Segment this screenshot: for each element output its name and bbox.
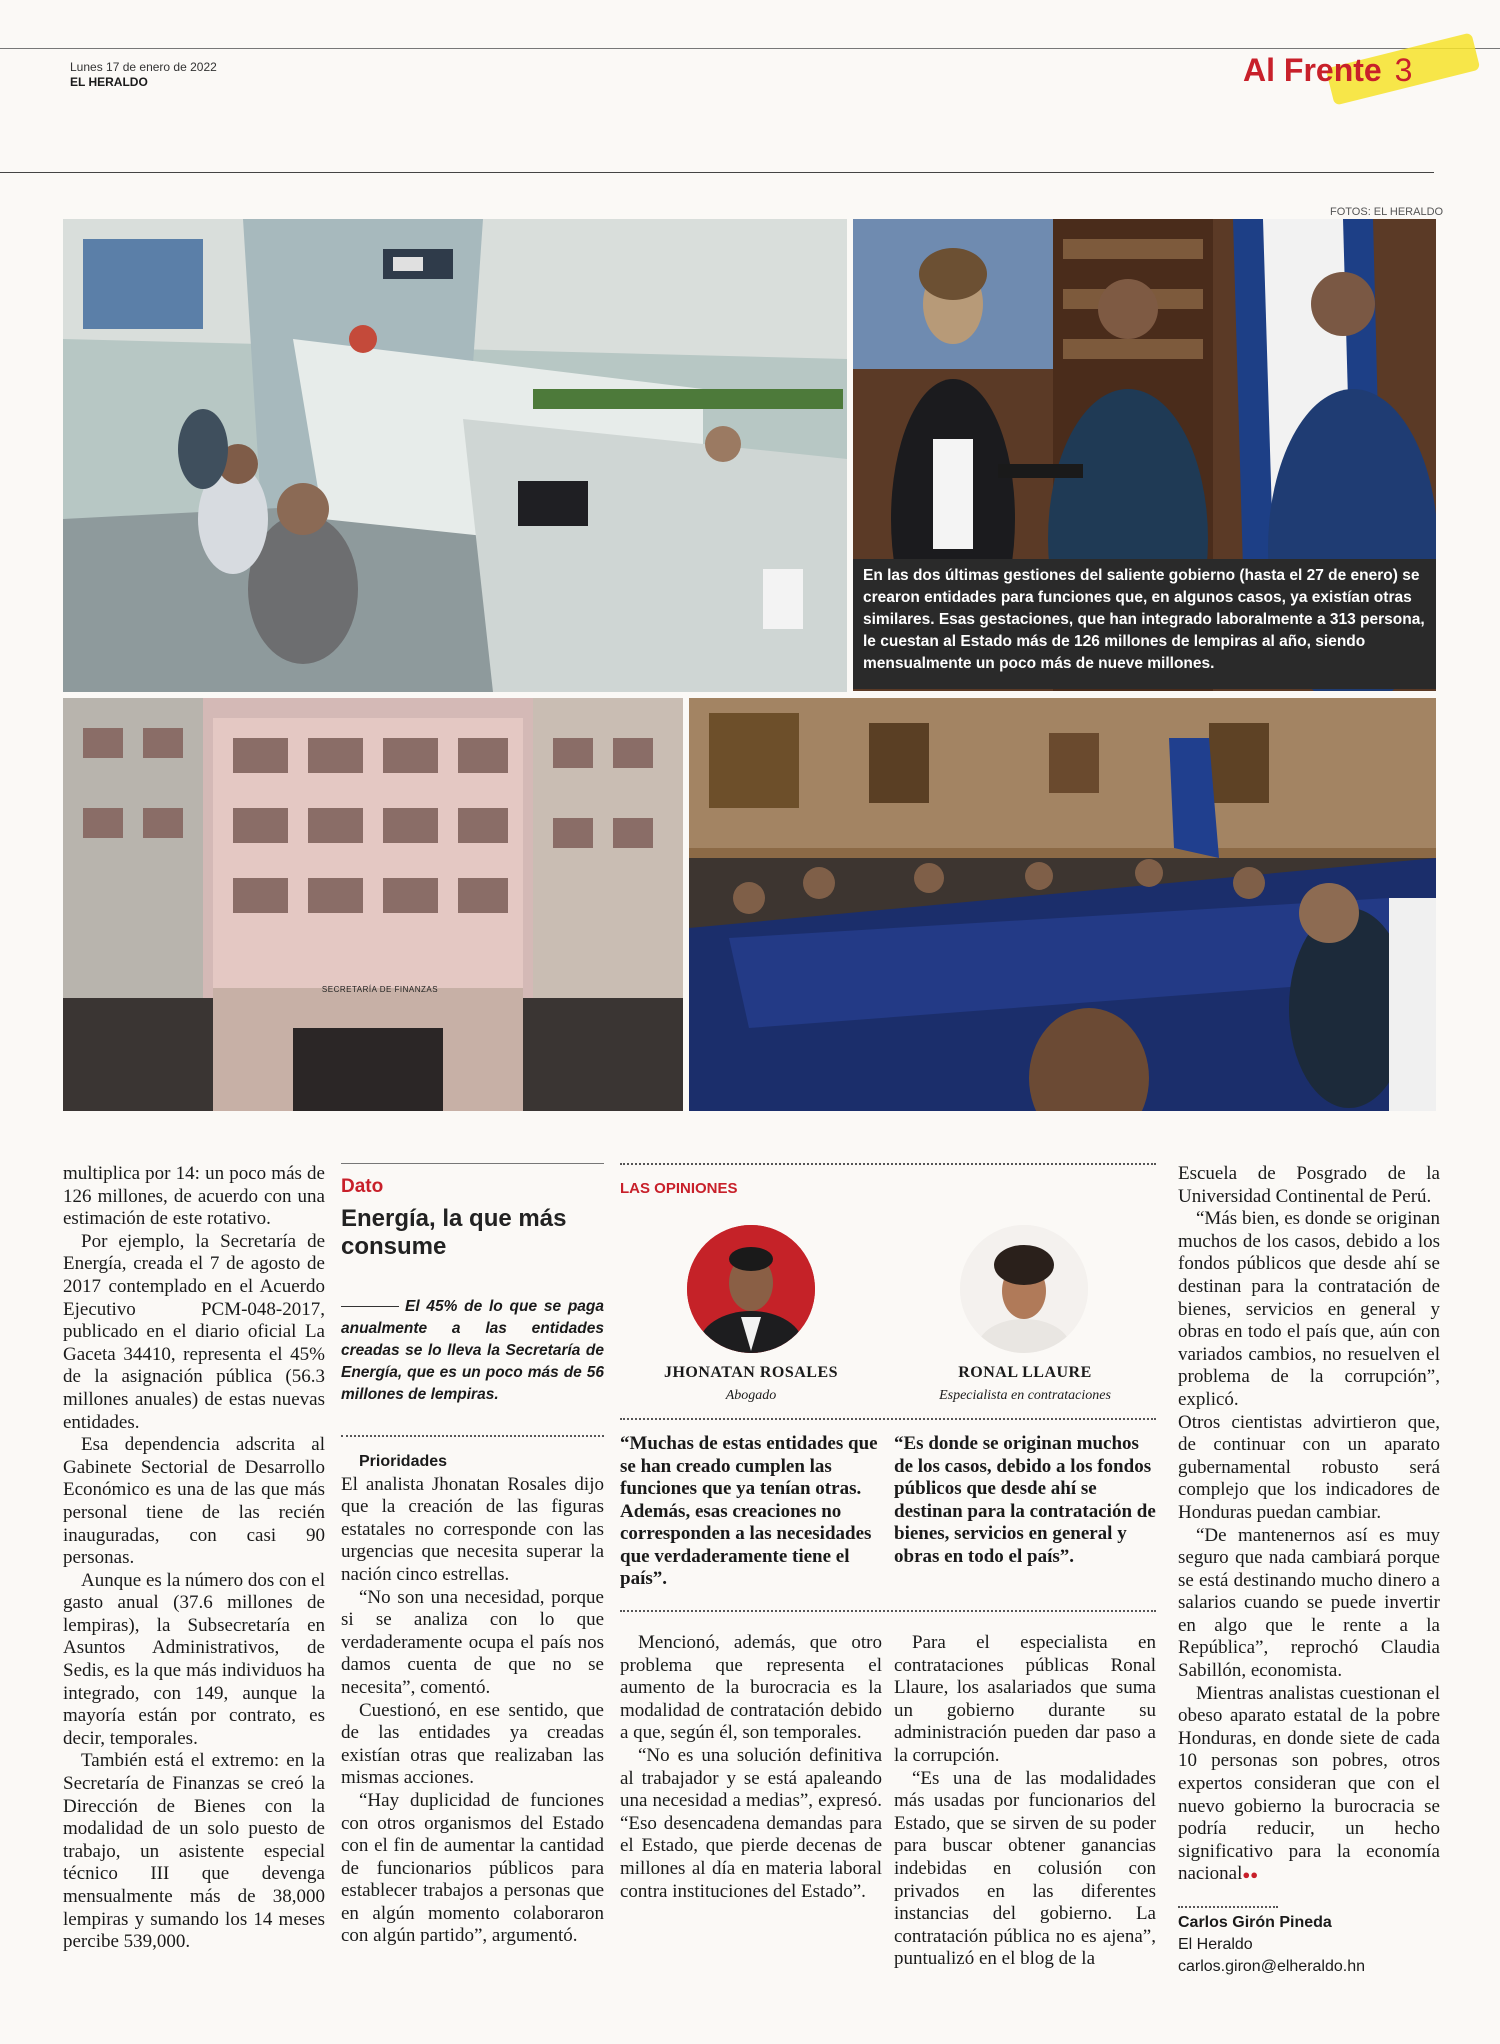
avatar-ronal-llaure bbox=[960, 1225, 1088, 1353]
opinion-left-role: Abogado bbox=[725, 1388, 777, 1403]
columns-top-spacer bbox=[63, 1160, 1436, 1161]
building-sign: SECRETARÍA DE FINANZAS bbox=[321, 985, 439, 994]
paragraph: Mencionó, además, que otro problema que representa el aumento de la burocracia es la modalidad de contratación debido a que, según él, son temporales. bbox=[620, 1632, 882, 1744]
photo-finance-building bbox=[63, 698, 683, 1111]
paragraph: Esa dependencia adscrita al Gabinete Sectorial de Desarrollo Económico es una de las que más personal tiene de las recién inauguradas, con casi 90 personas. bbox=[63, 1434, 325, 1569]
article-column-5 bbox=[1178, 1163, 1440, 1887]
byline-name: Carlos Girón Pineda bbox=[1178, 1914, 1332, 1931]
paragraph: “Más bien, es donde se originan muchos de los casos, debido a los fondos públicos que desde ahí se destinan para la contratación de bienes, servicios en general y obras en todo el país que, aún con variados cambios, no resuelven el problema de la corrupción”, explicó. bbox=[1178, 1208, 1440, 1410]
dato-top-rule bbox=[341, 1163, 604, 1164]
paragraph: multiplica por 14: un poco más de 126 millones, de acuerdo con una estimación de este rotativo. bbox=[63, 1163, 325, 1230]
paragraph: “No es una solución definitiva al trabajador y se está apaleando una necesidad a medias”, expresó. “Eso desencadena demandas para el Estado, que pierde decenas de millones al día en materia laboral contra instituciones del Estado”. bbox=[620, 1744, 882, 1902]
dato-text-rule bbox=[341, 1306, 399, 1307]
issue-date: Lunes 17 de enero de 2022 bbox=[70, 60, 217, 74]
photo-caption: En las dos últimas gestiones del saliente gobierno (hasta el 27 de enero) se crearon entidades para funciones que, en algunos casos, ya existían otras similares. Esas gestaciones, que han integrado laboralmente a 313 persona, le cuestan al Estado más de 126 millones de lempiras al año, siendo mensualmente un poco más de nueve millones. bbox=[853, 559, 1436, 689]
photo-office-counters bbox=[63, 219, 847, 692]
article-column-4 bbox=[894, 1632, 1156, 1971]
paragraph: Otros cientistas advirtieron que, de continuar con un aparato gubernamental robusto será complejo que los indicadores de Honduras puedan cambiar. bbox=[1178, 1411, 1440, 1523]
end-mark: ●● bbox=[1242, 1867, 1259, 1883]
opinion-left-name: JHONATAN ROSALES bbox=[663, 1364, 839, 1381]
paragraph: Por ejemplo, la Secretaría de Energía, creada el 7 de agosto de 2017 contemplado en el Acuerdo Ejecutivo PCM-048-2017, publicado en el diario oficial La Gaceta 34410, representa el 45% de la asignación pública (56.3 millones anuales) de estas nuevas entidades. bbox=[63, 1230, 325, 1433]
dato-label: Dato bbox=[341, 1176, 384, 1197]
byline-rule bbox=[1178, 1906, 1278, 1908]
dato-title: Energía, la que más consume bbox=[341, 1205, 567, 1260]
page-number: 3 bbox=[1394, 52, 1413, 88]
article-column-3 bbox=[620, 1632, 882, 1903]
header-bottom-rule bbox=[0, 172, 1434, 173]
opinion-right-role: Especialista en contrataciones bbox=[939, 1388, 1111, 1403]
opinion-right-quote: “Es donde se originan muchos de los casos, debido a los fondos públicos que desde ahí se destinan para la contratación de bienes, servicios en general y obras en todo el país”. bbox=[894, 1433, 1156, 1567]
paragraph: También está el extremo: en la Secretaría de Finanzas se creó la Dirección de Bienes con la modalidad de un solo puesto de trabajo, un asistente especial técnico III que devenga mensualmente más de 38,000 lempiras y sumando los 14 meses percibe 539,000. bbox=[63, 1750, 325, 1953]
paragraph: “De mantenernos así es muy seguro que nada cambiará porque se está destinando mucho dinero a salarios cuando se puede invertir en algo que le rente a la República”, reprochó Claudia Sabillón, economista. bbox=[1178, 1524, 1440, 1682]
paragraph: Para el especialista en contrataciones públicas Ronal Llaure, los asalariados que suma un gobierno durante su administración pueden dar paso a la corrupción. bbox=[894, 1632, 1156, 1766]
byline-org: El Heraldo bbox=[1178, 1936, 1253, 1953]
top-rule bbox=[0, 48, 1500, 49]
section-title: Al Frente 3 bbox=[1243, 52, 1413, 88]
dato-text: El 45% de lo que se paga anualmente a las entidades creadas se lo lleva la Secretaría de Energía, que es un poco más de 56 millones de lempiras. bbox=[341, 1298, 604, 1403]
opinion-left-quote: “Muchas de estas entidades que se han creado cumplen las funciones que ya tenían otras. Además, esas creaciones no corresponden a las necesidades que verdaderamente tiene el país”. bbox=[620, 1433, 878, 1589]
photo-credit: FOTOS: EL HERALDO bbox=[1330, 206, 1444, 218]
avatar-jhonatan-rosales bbox=[687, 1225, 815, 1353]
byline-email[interactable]: carlos.giron@elheraldo.hn bbox=[1178, 1958, 1366, 1975]
opinions-bottom-rule bbox=[620, 1610, 1156, 1612]
opinion-right-name: RONAL LLAURE bbox=[958, 1364, 1092, 1381]
photo-cabinet-meeting bbox=[689, 698, 1436, 1111]
opinions-top-rule bbox=[620, 1163, 1156, 1165]
paragraph: El analista Jhonatan Rosales dijo que la creación de las figuras estatales no corresponde con las urgencias que necesita superar la nación cinco estrellas. bbox=[341, 1473, 604, 1585]
article-column-1 bbox=[63, 1163, 325, 1954]
paragraph: Mientras analistas cuestionan el obeso aparato estatal de la pobre Honduras, en donde siete de cada 10 personas son pobres, otros expertos consideran que con el nuevo gobierno la burocracia se podría reducir, un hecho significativo para la economía nacional●● bbox=[1178, 1682, 1440, 1885]
dato-bottom-rule bbox=[341, 1435, 604, 1437]
paragraph: Aunque es la número dos con el gasto anual (37.6 millones de lempiras), la Subsecretaría en Asuntos Administrativos, de Sedis, es la que más individuos ha integrado, con 149, aunque la mayoría están por contrato, es decir, temporales. bbox=[63, 1569, 325, 1749]
subhead-prioridades: Prioridades bbox=[359, 1453, 448, 1470]
opinions-mid-rule bbox=[620, 1418, 1156, 1420]
article-column-2 bbox=[341, 1451, 604, 1948]
paragraph: “Es una de las modalidades más usadas por funcionarios del Estado, que se sirven de su poder para buscar obtener ganancias indebidas en colusión con privados en las diferentes instancias del gobierno. La contratación pública no es ajena”, puntualizó en el blog de la bbox=[894, 1767, 1156, 1970]
paragraph: “No son una necesidad, porque si se analiza con lo que verdaderamente ocupa el país nos damos cuenta de que no se necesita”, comentó. bbox=[341, 1586, 604, 1698]
paper-name: EL HERALDO bbox=[70, 75, 148, 89]
paragraph: Escuela de Posgrado de la Universidad Continental de Perú. bbox=[1178, 1163, 1440, 1207]
paragraph: “Hay duplicidad de funciones con otros organismos del Estado con el fin de aumentar la cantidad de funcionarios públicos para establecer trabajos a personas que en algún momento colaboraron con algún partido”, argumentó. bbox=[341, 1789, 604, 1947]
paragraph: Cuestionó, en ese sentido, que de las entidades ya creadas existían otras que realizaban las mismas acciones. bbox=[341, 1699, 604, 1789]
opinions-label: LAS OPINIONES bbox=[620, 1180, 738, 1197]
